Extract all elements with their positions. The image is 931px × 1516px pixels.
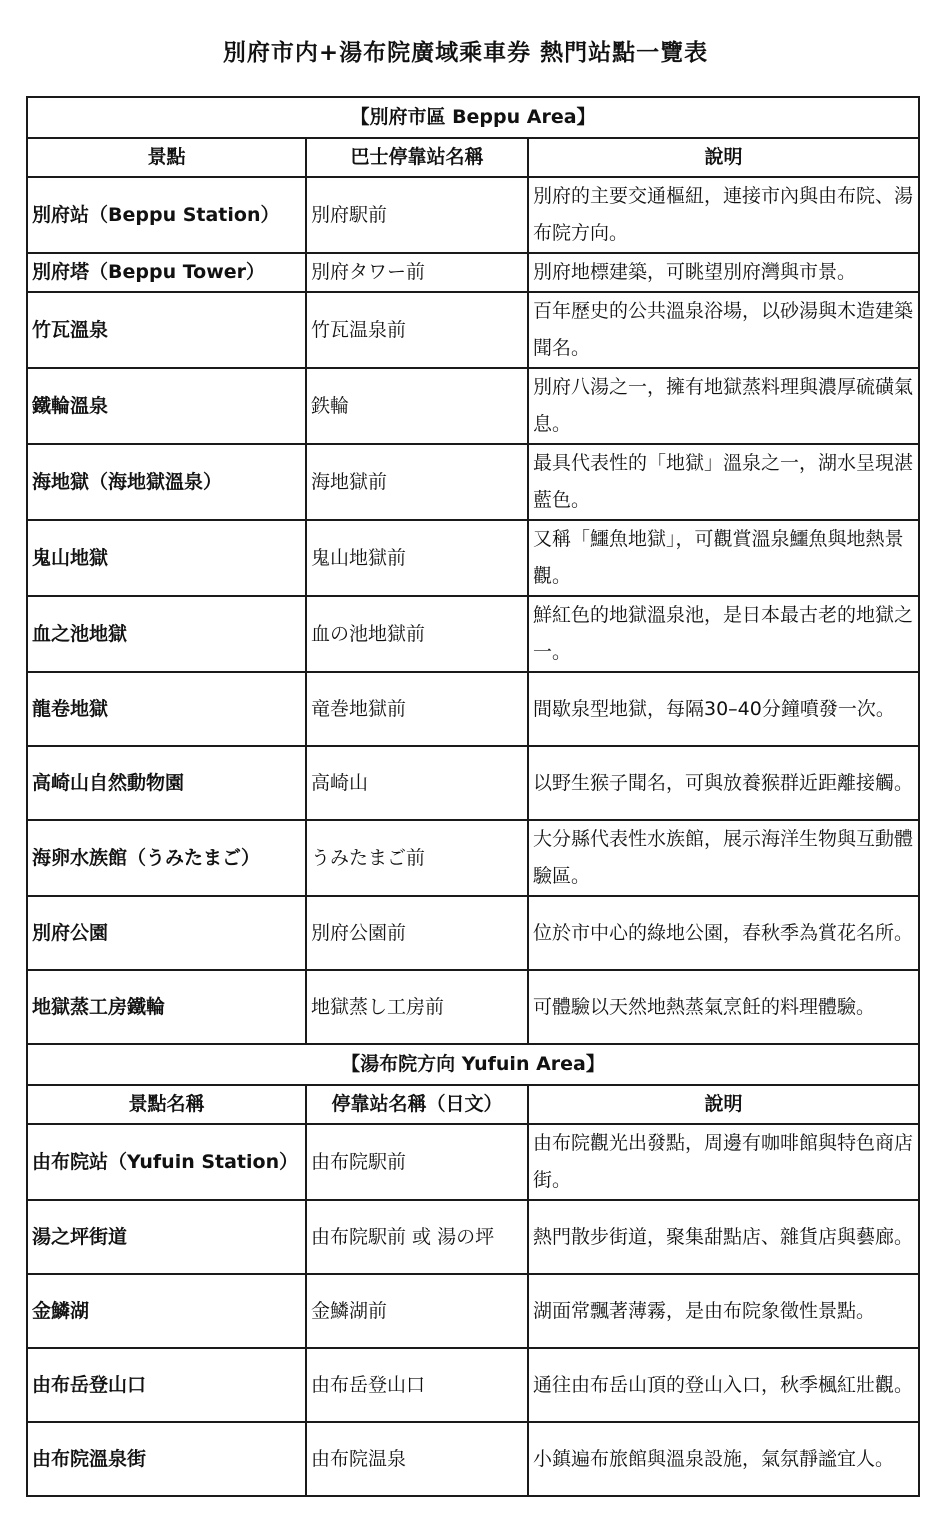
table-row (27, 444, 919, 520)
description: 熱門散步街道，聚集甜點店、雜貨店與藝廊。 (528, 1200, 919, 1274)
stops-table (26, 96, 920, 1497)
page-title: 別府市内+湯布院廣域乘車券 熱門站點一覽表 (222, 40, 709, 66)
spot-name: 鐵輪溫泉 (27, 368, 306, 444)
description: 由布院觀光出發點，周邊有咖啡館與特色商店街。 (528, 1124, 919, 1200)
spot-name: 金鱗湖 (27, 1274, 306, 1348)
table-row (27, 820, 919, 896)
spot-name: 湯之坪街道 (27, 1200, 306, 1274)
description: 鮮紅色的地獄溫泉池，是日本最古老的地獄之一。 (528, 596, 919, 672)
stop-name: 由布岳登山口 (306, 1348, 528, 1422)
stop-name: 金鱗湖前 (306, 1274, 528, 1348)
table-row (27, 1422, 919, 1496)
table-row (27, 368, 919, 444)
description: 最具代表性的「地獄」溫泉之一，湖水呈現湛藍色。 (528, 444, 919, 520)
header-desc: 說明 (528, 1085, 919, 1124)
table-row (27, 1274, 919, 1348)
stop-name: 高崎山 (306, 746, 528, 820)
table-row (27, 672, 919, 746)
description: 別府地標建築，可眺望別府灣與市景。 (528, 253, 919, 292)
spot-name: 由布岳登山口 (27, 1348, 306, 1422)
table-row (27, 1200, 919, 1274)
description: 小鎮遍布旅館與溫泉設施，氣氛靜謐宜人。 (528, 1422, 919, 1496)
stop-name: 鬼山地獄前 (306, 520, 528, 596)
spot-name: 別府公園 (27, 896, 306, 970)
spot-name: 鬼山地獄 (27, 520, 306, 596)
spot-name: 由布院站（Yufuin Station） (27, 1124, 306, 1200)
stop-name: 地獄蒸し工房前 (306, 970, 528, 1044)
header-stop: 停靠站名稱（日文） (306, 1085, 528, 1124)
stop-name: 鉄輪 (306, 368, 528, 444)
table-row (27, 1124, 919, 1200)
spot-name: 海卵水族館（うみたまご） (27, 820, 306, 896)
table-row (27, 746, 919, 820)
stop-name: うみたまご前 (306, 820, 528, 896)
stop-name: 海地獄前 (306, 444, 528, 520)
description: 以野生猴子聞名，可與放養猴群近距離接觸。 (528, 746, 919, 820)
spot-name: 高崎山自然動物園 (27, 746, 306, 820)
spot-name: 由布院溫泉街 (27, 1422, 306, 1496)
stop-name: 別府公園前 (306, 896, 528, 970)
table-row (27, 520, 919, 596)
stop-name: 由布院温泉 (306, 1422, 528, 1496)
spot-name: 地獄蒸工房鐵輪 (27, 970, 306, 1044)
stop-name: 由布院駅前 或 湯の坪 (306, 1200, 528, 1274)
stop-name: 別府タワー前 (306, 253, 528, 292)
description: 位於市中心的綠地公園，春秋季為賞花名所。 (528, 896, 919, 970)
description: 百年歷史的公共溫泉浴場，以砂湯與木造建築聞名。 (528, 292, 919, 368)
table-row (27, 292, 919, 368)
header-spot: 景點 (27, 138, 306, 177)
description: 大分縣代表性水族館，展示海洋生物與互動體驗區。 (528, 820, 919, 896)
description: 湖面常飄著薄霧，是由布院象徵性景點。 (528, 1274, 919, 1348)
stop-name: 由布院駅前 (306, 1124, 528, 1200)
section-title-yufuin: 【湯布院方向 Yufuin Area】 (27, 1044, 919, 1085)
stop-name: 竜巻地獄前 (306, 672, 528, 746)
spot-name: 別府站（Beppu Station） (27, 177, 306, 253)
header-stop: 巴士停靠站名稱 (306, 138, 528, 177)
header-spot: 景點名稱 (27, 1085, 306, 1124)
spot-name: 別府塔（Beppu Tower） (27, 253, 306, 292)
table-row (27, 253, 919, 292)
description: 又稱「鱷魚地獄」，可觀賞溫泉鱷魚與地熱景觀。 (528, 520, 919, 596)
section-title-beppu: 【別府市區 Beppu Area】 (27, 97, 919, 138)
stop-name: 血の池地獄前 (306, 596, 528, 672)
description: 間歇泉型地獄，每隔30–40分鐘噴發一次。 (528, 672, 919, 746)
spot-name: 海地獄（海地獄溫泉） (27, 444, 306, 520)
stop-name: 竹瓦温泉前 (306, 292, 528, 368)
header-desc: 說明 (528, 138, 919, 177)
description: 別府的主要交通樞紐，連接市內與由布院、湯布院方向。 (528, 177, 919, 253)
table-row (27, 1348, 919, 1422)
stop-name: 別府駅前 (306, 177, 528, 253)
description: 別府八湯之一，擁有地獄蒸料理與濃厚硫磺氣息。 (528, 368, 919, 444)
spot-name: 血之池地獄 (27, 596, 306, 672)
table-row (27, 596, 919, 672)
spot-name: 龍卷地獄 (27, 672, 306, 746)
spot-name: 竹瓦溫泉 (27, 292, 306, 368)
description: 可體驗以天然地熱蒸氣烹飪的料理體驗。 (528, 970, 919, 1044)
table-row (27, 896, 919, 970)
description: 通往由布岳山頂的登山入口，秋季楓紅壯觀。 (528, 1348, 919, 1422)
table-row (27, 177, 919, 253)
table-row (27, 970, 919, 1044)
